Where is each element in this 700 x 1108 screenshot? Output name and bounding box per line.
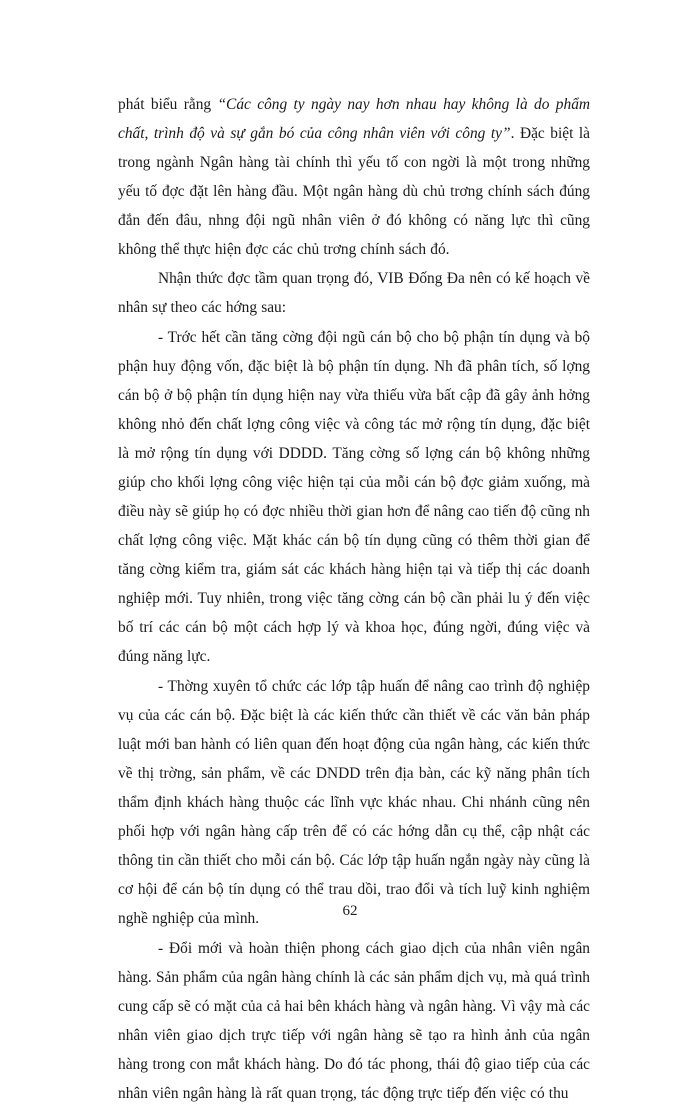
paragraph-3: - Trớc hết cần tăng cờng đội ngũ cán bộ cho bộ phận tín dụng và bộ phận huy động vốn, đặc biệt là bộ phận tín dụng. Nh đã phân tích, số lợng cán bộ ở bộ phận tín dụng hiện nay vừa thiếu vừa bất cập đã gây ảnh hởng không nhỏ đến chất lợng công việc và công tác mở rộng tín dụng, đặc biệt là mở rộng tín dụng với DDDD. Tăng cờng số lợng cán bộ không những giúp cho khối lợng công việc hiện tại của mỗi cán bộ đợc giảm xuống, mà điều này sẽ giúp họ có đợc nhiều thời gian hơn để nâng cao tiến độ cũng nh chất lợng công việc. Mặt khác cán bộ tín dụng cũng có thêm thời gian để tăng cờng kiểm tra, giám sát các khách hàng hiện tại và tiếp thị các doanh nghiệp mới. Tuy nhiên, trong việc tăng cờng cán bộ cần phải lu ý đến việc bố trí các cán bộ một cách hợp lý và khoa học, đúng ngời, đúng việc và đúng năng lực. (118, 329, 590, 665)
paragraph-1 (118, 90, 590, 264)
paragraph-1-prefix: phát biểu rằng (118, 96, 218, 113)
paragraph-2: Nhận thức đợc tầm quan trọng đó, VIB Đống Đa nên có kế hoạch về nhân sự theo các hớng sau: (118, 270, 590, 316)
paragraph-1-quote: “Các công ty ngày nay hơn nhau hay không là do phẩm chất, trình độ và sự gắn bó của công nhân viên với công ty” (118, 96, 590, 142)
paragraph-5: - Đổi mới và hoàn thiện phong cách giao dịch của nhân viên ngân hàng. Sản phẩm của ngân hàng chính là các sản phẩm dịch vụ, mà quá trình cung cấp sẽ có mặt của cả hai bên khách hàng và ngân hàng. Vì vậy mà các nhân viên giao dịch trực tiếp với ngân hàng sẽ tạo ra hình ảnh của ngân hàng trong con mắt khách hàng. Do đó tác phong, thái độ giao tiếp của các nhân viên ngân hàng là rất quan trọng, tác động trực tiếp đến việc có thu (118, 940, 590, 1102)
paragraph-4: - Thờng xuyên tổ chức các lớp tập huấn để nâng cao trình độ nghiệp vụ của các cán bộ. Đặc biệt là các kiến thức cần thiết về các văn bản pháp luật mới ban hành có liên quan đến hoạt động của ngân hàng, các kiến thức về thị trờng, sản phẩm, về các DNDD trên địa bàn, các kỹ năng phân tích thẩm định khách hàng thuộc các lĩnh vực khác nhau. Chi nhánh cũng nên phối hợp với ngân hàng cấp trên để có các hớng dẫn cụ thể, cập nhật các thông tin cần thiết cho mỗi cán bộ. Các lớp tập huấn ngắn ngày này cũng là cơ hội để cán bộ tín dụng có thể trau dồi, trao đổi và tích luỹ kinh nghiệm nghề nghiệp của mình. (118, 678, 590, 927)
document-body (118, 90, 590, 1108)
page-number: 62 (342, 903, 358, 919)
paragraph-1-suffix: . Đặc biệt là trong ngành Ngân hàng tài chính thì yếu tố con ngời là một trong những yếu tố đợc đặt lên hàng đầu. Một ngân hàng dù chủ trơng chính sách đúng đắn đến đâu, nhng đội ngũ nhân viên ở đó không có năng lực thì cũng không thể thực hiện đợc các chủ trơng chính sách đó. (118, 125, 590, 258)
